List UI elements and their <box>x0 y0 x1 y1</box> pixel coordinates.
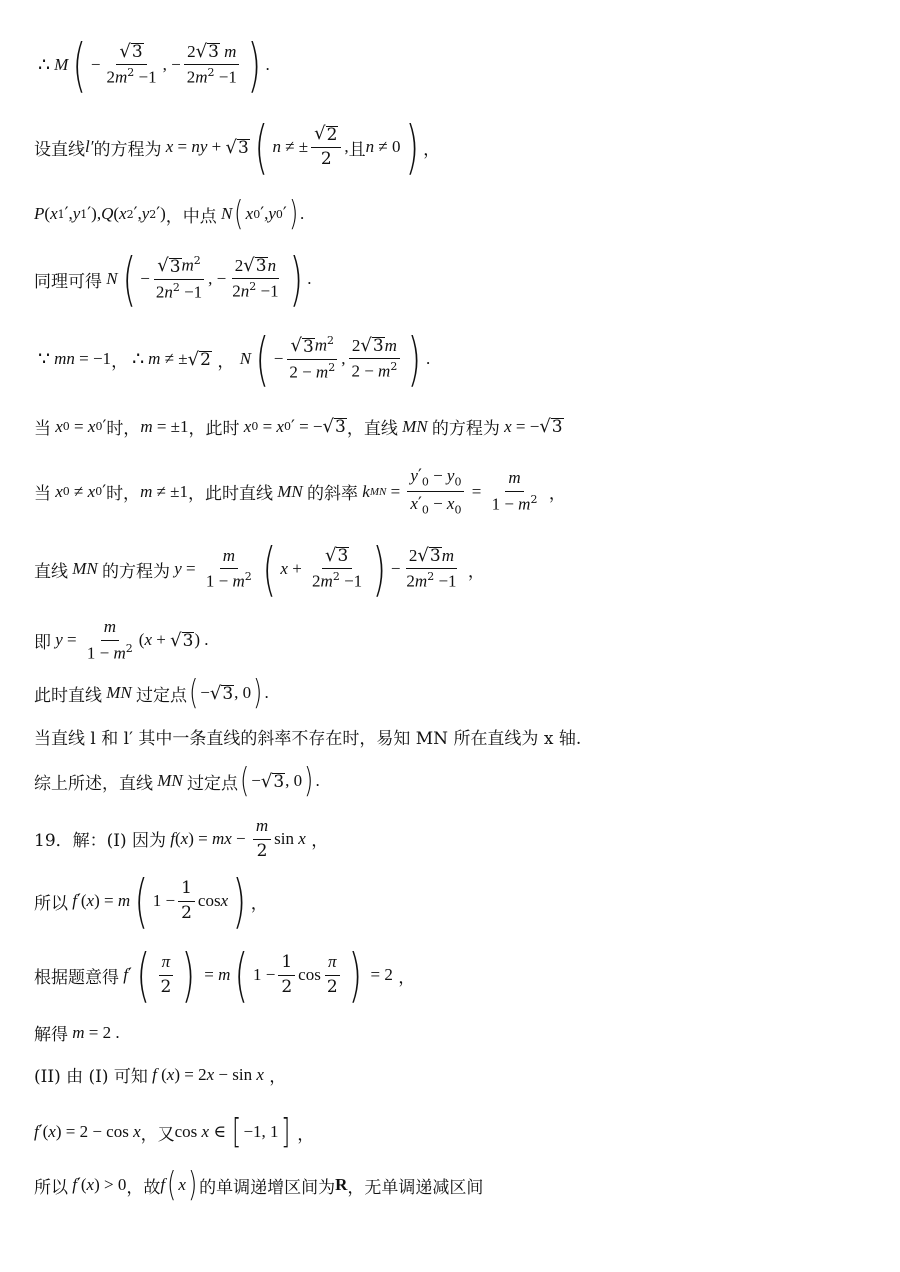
line-special-case: 当直线 l 和 l′ 其中一条直线的斜率不存在时，易知 MN 所在直线为 x 轴. <box>34 729 582 749</box>
line-conclusion: 综上所述，直线 MN 过定点 ( − √ 3 , 0 ) . <box>34 761 320 801</box>
line-fixed-point: 此时直线 MN 过定点 ( − √ 3 , 0 ) . <box>34 673 269 713</box>
line-solve-m: 解得 m = 2 . <box>34 1022 120 1045</box>
line-point-n-general: 同理可得 N ( − √ 3 $m^2$ $2n^2 -1$ , − 2 √ 3 n $2n^2 -1$ ) . <box>34 245 312 313</box>
line-point-m: ∴ M ( − √ 3 $2m^2 -1$ , − 2 √ 3 m $2m^2 -1$ ) . <box>38 31 270 99</box>
line-mn-equation: 直线 MN 的方程为 y = $\frac{m}{1 - m^2}$ ( x + √ 3 $2m^2 -1$ ) − 2 √ 3 m $2m^2 -1$ ， <box>34 535 485 603</box>
line-monotonic: 所以 f ′ ( x ) > 0 ，故 f ( x ) 的单调递增区间为 R ，无单调递减区间 <box>34 1165 484 1205</box>
line-condition: 根据题意得 f ′ ( $\frac{\pi}{2}$ ) = m ( 1 − $\frac{1}{2}$ cos $\frac{\pi}{2}$ ) = 2 ， <box>34 941 416 1009</box>
line-line-l-prime: 设直线 l′ 的方程为 x = ny + √ 3 ( n ≠ ± √ 2 2 , 且 n ≠ 0 ) ， <box>34 113 441 181</box>
line-points-pq: P ( x 1 ′ , y 1 ′ ), Q ( x 2 ′ , y 2 ′ ) ， 中点 N ( x 0 ′ , y 0 ′ ) . <box>34 194 305 234</box>
line-part-2: (II) 由 (I) 可知 f ( x ) = 2 x − sin x ， <box>34 1064 287 1087</box>
line-case-slope: 当 x 0 ≠ x 0 ′ 时， m ≠ ±1 ，此时直线 MN 的斜率 k MN = $\frac{y'_0 - y_0}{x'_0 - x_0}$ = $\frac{m}{1 - m^2}$ ， <box>34 466 566 517</box>
line-derivative-2: f ′ ( x ) = 2 − cos x ，又 cos x ∈ [ −1, 1 ] ， <box>34 1112 315 1152</box>
line-point-n-m: ∵ mn = −1 ， ∴ m ≠ ± √ 2 ， N ( − √ 3 $m^2$ $2 - m^2$ , 2 √ 3 m $2 - m^2$ ) . <box>38 325 431 393</box>
line-simplified: 即 y = $\frac{m}{1 - m^2}$ ( x + √ 3 ) . <box>34 617 209 663</box>
line-case-equal: 当 x 0 = x 0 ′ 时， m = ±1 ，此时 x 0 = x 0 ′ = − √ 3 ，直线 MN 的方程为 x = − √ 3 <box>34 416 563 439</box>
line-problem-19: 19．解：(I) 因为 f ( x ) = mx − $\frac{m}{2}$ sin x ， <box>34 816 329 861</box>
line-derivative: 所以 f ′ ( x ) = m ( 1 − $\frac{1}{2}$ cos x ) ， <box>34 867 268 935</box>
